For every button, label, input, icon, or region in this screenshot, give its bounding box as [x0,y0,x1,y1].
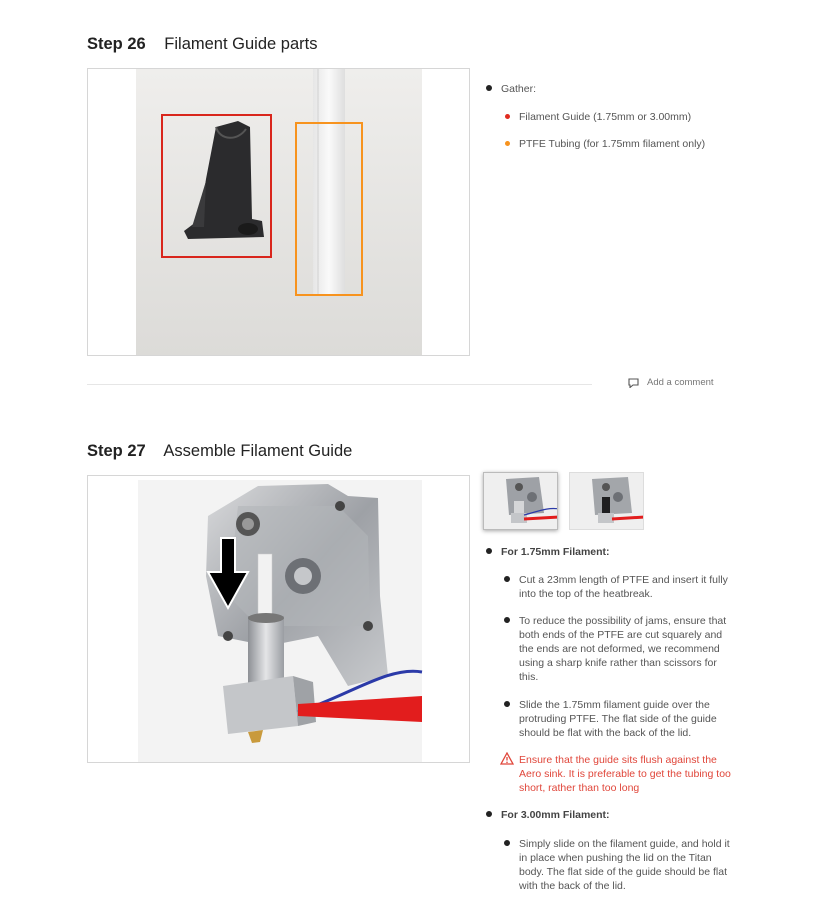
bullet-slide-on-guide [501,837,733,893]
bullet-dot-icon [504,617,510,623]
bullet-text: For 3.00mm Filament: [501,809,610,821]
bullet-gather [483,82,733,96]
bullet-ptfe-tubing [501,137,733,151]
bullet-dot-icon [486,811,492,817]
bullet-dot-icon [504,576,510,582]
bullet-175-heading [483,545,733,559]
thumbnail-image-2 [570,473,644,530]
step-26-title [87,35,317,54]
add-comment-link[interactable] [628,377,714,388]
bullet-text: Simply slide on the filament guide, and hold it in place when pushing the lid on the Titan body. The flat side of the guide should be flat with the back of the lid. [519,838,730,892]
warning-text: Ensure that the guide sits flush against the Aero sink. It is preferable to get the tubing too short, rather than too long [519,754,731,794]
bullet-text: Slide the 1.75mm filament guide over the protruding PTFE. The flat side of the guide should be flat with the back of the lid. [519,699,717,739]
bullet-text: PTFE Tubing (for 1.75mm filament only) [519,138,706,150]
comment-icon [628,378,639,388]
bullet-slide-guide [501,698,733,740]
step-27-main-image[interactable] [87,475,470,763]
bullet-dot-icon [486,548,492,554]
bullet-warning [501,753,733,795]
bullet-text: To reduce the possibility of jams, ensure that both ends of the PTFE are cut squarely and the ends are not deformed, we recommend using a sharp knife rather than scissors for this. [519,615,727,683]
step-26-bullets [483,82,733,151]
bullet-cut-ptfe [501,573,733,601]
bullet-text: Gather: [501,83,537,95]
thumbnail-1[interactable] [483,472,558,530]
bullet-reduce-jams [501,614,733,684]
step-number: Step 27 [87,442,146,460]
thumbnail-2[interactable] [569,472,644,530]
step-26-main-image[interactable] [87,68,470,356]
bullet-300-heading [483,808,733,822]
thumbnail-image-1 [484,473,558,530]
step-number: Step 26 [87,35,146,53]
bullet-filament-guide [501,110,733,124]
warning-icon [500,752,514,765]
bullet-text: Filament Guide (1.75mm or 3.00mm) [519,111,692,123]
bullet-dot-icon [504,701,510,707]
red-bullet-dot-icon [505,114,510,119]
step-heading: Filament Guide parts [164,35,318,53]
step-heading: Assemble Filament Guide [163,442,353,460]
bullet-text: Cut a 23mm length of PTFE and insert it fully into the top of the heatbreak. [519,574,728,600]
orange-bullet-dot-icon [505,141,510,146]
step-divider [87,384,592,385]
assemble-filament-guide-photo [88,476,470,763]
add-comment-label: Add a comment [647,377,714,388]
filament-guide-parts-photo [88,69,470,356]
step-27-title [87,442,352,461]
bullet-text: For 1.75mm Filament: [501,546,610,558]
bullet-dot-icon [486,85,492,91]
bullet-dot-icon [504,840,510,846]
step-27-bullets [483,545,733,893]
